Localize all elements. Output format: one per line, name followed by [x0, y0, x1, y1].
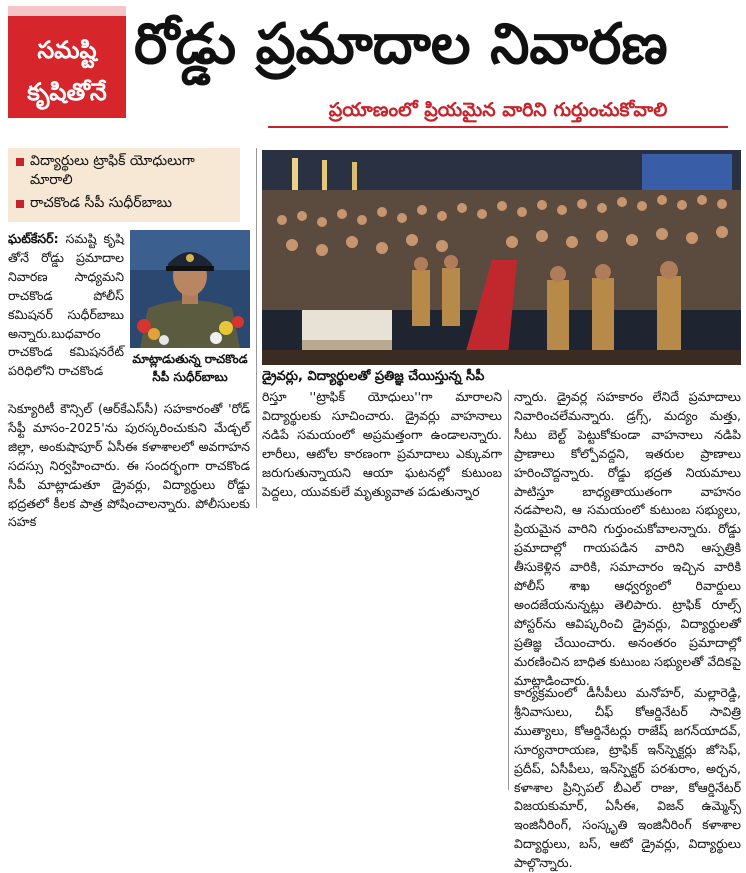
badge-line-2: కృషితోనే: [27, 78, 107, 106]
article-text: రిస్తూ ''ట్రాఫిక్ యోధులు''గా మారాలని విద్యార్థులకు సూచించారు. డ్రైవర్లు వాహనాలు నడిపే సమయంలో అప్రమత్తంగా ఉండాలన్నారు. లారీలు, ఆటోల కారణంగా ప్రమాదాలు ఎక్కువగా జరుగుతున్నాయని ఆయా ఘటనల్లో కుటుంబ పెద్దలు, యువకులే మృత్యువాత పడుతున్నార: [262, 389, 502, 499]
subheadline-wrap: [268, 96, 728, 124]
badge-line-1: సమష్టి: [37, 36, 97, 64]
article-text: సమష్టి కృషి తోనే రోడ్డు ప్రమాదాల నివారణ సాధ్యమని రాచకొండ పోలీస్ కమిషనర్ సుధీర్‌బాబు అన్నారు.బుధవారం రాచకొండ కమిషనరేట్ పరిధిలోని రాచకొండ: [8, 231, 124, 379]
badge-strip: [8, 6, 126, 16]
bullet-square-icon: [16, 200, 24, 208]
section-badge: [8, 6, 126, 118]
bullet-square-icon: [16, 158, 24, 166]
article-col1-bottom: [8, 400, 250, 530]
article-text: కార్యక్రమంలో డీసీపీలు మనోహర్, మల్లారెడ్డి, శ్రీనివాసులు, చీఫ్ కోఆర్డినేటర్ సావిత్రి ముత్యాలు, కోఆర్డినేటర్లు రాజేష్ జగన్‌యాదవ్, సూర్యనారాయణ, ట్రాఫిక్ ఇన్‌స్పెక్టర్లు జోసెఫ్, ప్రదీప్, ఏసీపీలు, ఇన్‌స్పెక్టర్ పరశురాం, అర్చన, కళాశాల ప్రిన్సిపల్ బీఎల్ రాజు, కోఆర్డినేటర్ విజయకుమార్, ఏసీఈ, విజన్ ఉమ్మెన్స్ ఇంజినీరింగ్, సంస్కృతి ఇంజినీరింగ్ కళాశాల విద్యార్థులు, బస్, ఆటో డ్రైవర్లు, విద్యార్థులు పాల్గొన్నారు.: [514, 685, 741, 871]
bullet-item: [16, 194, 232, 213]
subheadline: ప్రయాణంలో ప్రియమైన వారిని గుర్తుంచుకోవాలి: [328, 99, 668, 121]
article-col1-top: [8, 230, 124, 400]
column-divider: [508, 390, 509, 790]
bullet-box: [8, 148, 240, 222]
headline: రోడ్డు ప్రమాదాల నివారణ: [134, 12, 668, 77]
article-col3-top: [514, 388, 741, 688]
portrait-photo: [130, 230, 250, 348]
article-col3-bottom: [514, 684, 741, 871]
main-photo: [262, 150, 741, 365]
article-text: న్నారు. డ్రైవర్ల సహకారం లేనిదే ప్రమాదాలు నివారించలేమన్నారు. డ్రగ్స్, మద్యం మత్తు, సీటు బెల్ట్ పెట్టుకోకుండా వాహనాలు నడిపి ప్రాణాలు కోల్పోవద్దని, ఇతరుల ప్రాణాలు హరించొద్దన్నారు. రోడ్డు భద్రత నియమాలు పాటిస్తూ బాధ్యతాయుతంగా వాహనం నడపాలని, ఆ సమయంలో కుటుంబ సభ్యులు, ప్రియమైన వారిని గుర్తుంచుకోవాలన్నారు. రోడ్డు ప్రమాదాల్లో గాయపడిన వారిని ఆస్పత్రికి తీసుకెళ్లిన వారికి, సమాచారం ఇచ్చిన వారికి పోలీస్ శాఖ ఆధ్వర్యంలో రివార్డులు అందజేయనున్నట్లు తెలిపారు. ట్రాఫిక్ రూల్స్ పోస్టర్‌ను ఆవిష్కరించి డ్రైవర్లు, విద్యార్థులతో ప్రతిజ్ఞ చేయించారు. అనంతరం ప్రమాదాల్లో మరణించిన బాధిత కుటుంబ సభ్యులతో వేదికపై మాట్లాడించారు.: [514, 389, 741, 688]
dateline: ఘట్‌కేసర్:: [8, 231, 59, 246]
column-divider: [256, 148, 257, 508]
article-col2: [262, 388, 502, 512]
bullet-text: విద్యార్థులు ట్రాఫిక్ యోధులుగా మారాలి: [30, 153, 195, 188]
bullet-item: [16, 152, 232, 190]
article-text: సెక్యూరిటీ కౌన్సిల్ (ఆర్‌కేఎస్‌సీ) సహకారంతో 'రోడ్ సేఫ్టీ మాసం-2025'ను పురస్కరించుకుని మేడ్చల్ జిల్లా, అంకుషాపూర్ ఏసీఈ కళాశాలలో అవగాహన సదస్సు నిర్వహించారు. ఈ సందర్భంగా రాచకొండ సీపీ మాట్లాడుతూ డ్రైవర్లు, విద్యార్థులు రోడ్డు భద్రతలో కీలక పాత్ర పోషించాలన్నారు. పోలీసులకు సహక: [8, 401, 250, 530]
bullet-text: రాచకొండ సీపీ సుధీర్‌బాబు: [30, 195, 172, 211]
subheadline-underline: [268, 126, 728, 128]
portrait-caption: మాట్లాడుతున్న రాచకొండ సీపీ సుధీర్‌బాబు: [132, 352, 248, 384]
main-photo-caption: డ్రైవర్లు, విద్యార్థులతో ప్రతిజ్ఞ చేయిస్తున్న సీపీ: [262, 369, 485, 384]
